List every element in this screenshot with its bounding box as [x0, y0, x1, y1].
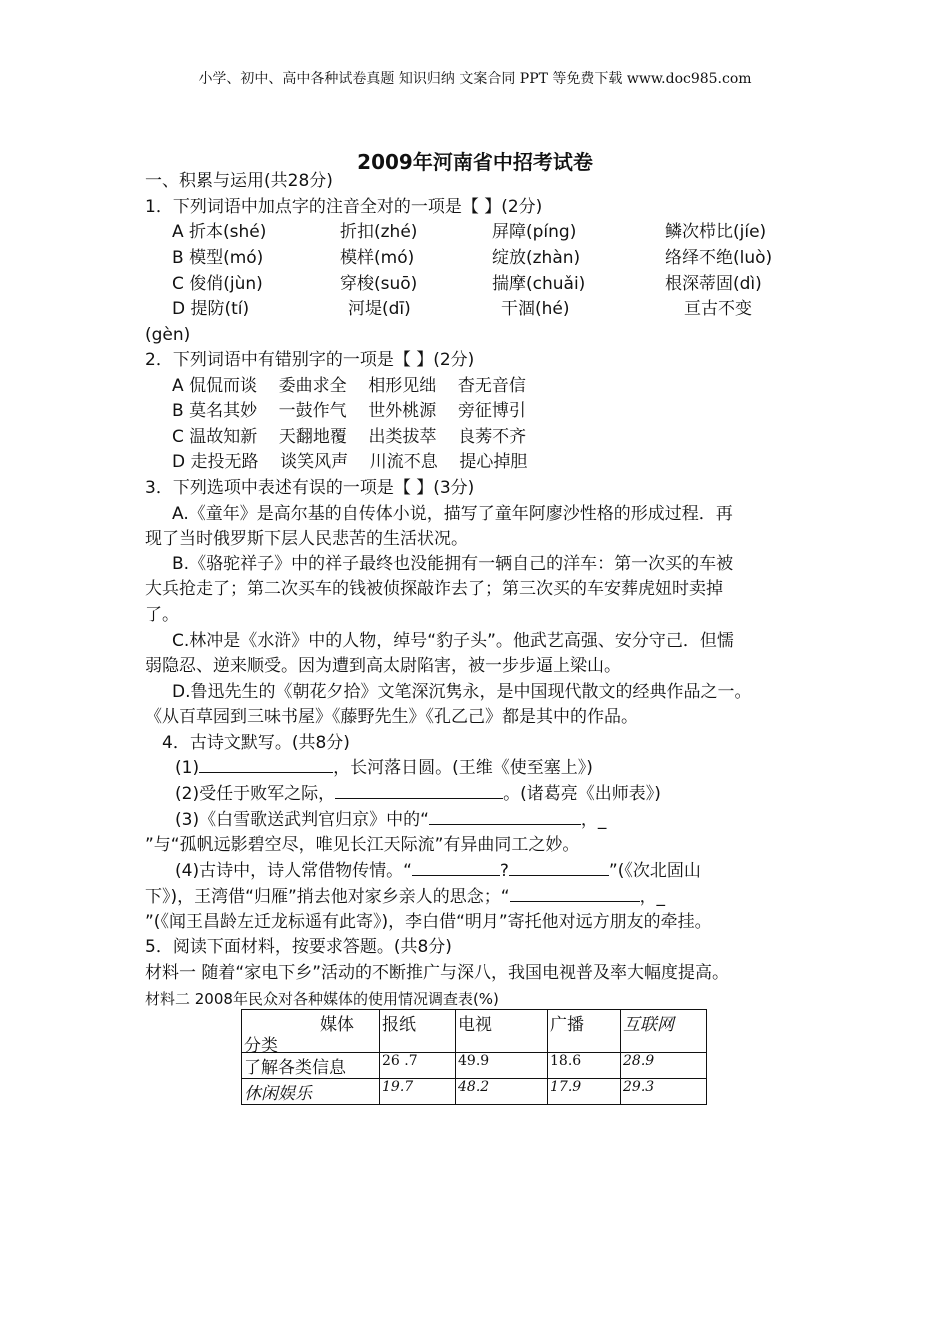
q3-line: C.林冲是《水浒》中的人物，绰号“豹子头”。他武艺高强、安分守己．但懦	[172, 631, 734, 651]
q4-text: ”与“孤帆远影碧空尽，唯见长江天际流”有异曲同工之妙。	[145, 835, 580, 855]
q4-text: ”(《闻王昌龄左迁龙标遥有此寄》)，李白借“明月”寄托他对远方朋友的牵挂。	[145, 912, 712, 932]
answer-blank[interactable]	[335, 783, 503, 799]
q4-text: ?	[499, 861, 509, 881]
q4-text: ，长河落日圆。(王维《使至塞上》)	[333, 758, 593, 778]
q2-option: C 温故知新 天翻地覆 出类拔萃 良莠不齐	[172, 427, 527, 447]
table-row	[242, 1053, 707, 1079]
table-cell: 28.9	[621, 1053, 707, 1079]
column-header: 报纸	[380, 1010, 456, 1053]
q1-option: 模样(mó)	[340, 248, 415, 268]
q4-text: 下》)，王湾借“归雁”捎去他对家乡亲人的思念；“	[145, 887, 510, 907]
q1-option: 屏障(píng)	[492, 222, 577, 242]
q1-option: 络绎不绝(luò)	[665, 248, 773, 268]
table-corner-cell	[242, 1010, 380, 1056]
q4-stem: 4．古诗文默写。(共8分)	[162, 733, 350, 753]
q1-option: D 提防(tí)	[172, 299, 250, 319]
column-header: 互联网	[621, 1010, 707, 1053]
q1-wrap: (gèn)	[145, 325, 191, 345]
q4-text: (2)受任于败军之际，	[175, 784, 336, 804]
table-cell: 26 .7	[380, 1053, 456, 1079]
answer-blank[interactable]	[412, 860, 500, 876]
q4-line-3	[175, 809, 606, 831]
q1-option: 干涸(hé)	[501, 299, 570, 319]
table-header-row	[242, 1010, 707, 1053]
table-cell: 18.6	[548, 1053, 621, 1079]
q4-text: (1)	[175, 758, 200, 778]
q1-option: 揣摩(chuǎi)	[492, 274, 586, 294]
q4-line-5	[175, 860, 701, 882]
q3-line: 现了当时俄罗斯下层人民悲苦的生活状况。	[145, 529, 468, 549]
q4-text: (4)古诗中，诗人常借物传情。“	[175, 861, 412, 881]
material-1: 材料一 随着“家电下乡”活动的不断推广与深八，我国电视普及率大幅度提高。	[145, 963, 730, 983]
q3-line: A.《童年》是高尔基的自传体小说，描写了童年阿廖沙性格的形成过程．再	[172, 504, 733, 524]
q5-stem: 5．阅读下面材料，按要求答题。(共8分)	[145, 937, 452, 957]
q1-option: C 俊俏(jùn)	[172, 274, 263, 294]
row-label: 休闲娱乐	[242, 1079, 380, 1105]
q3-line: 了。	[145, 605, 179, 625]
q1-option: 折扣(zhé)	[340, 222, 418, 242]
q1-option: B 模型(mó)	[172, 248, 264, 268]
q2-stem: 2．下列词语中有错别字的一项是【 】(2分)	[145, 350, 475, 370]
q1-stem: 1．下列词语中加点字的注音全对的一项是【 】(2分)	[145, 197, 543, 217]
table-cell: 19.7	[380, 1079, 456, 1105]
q4-text: ，_	[580, 810, 607, 830]
q3-line: D.鲁迅先生的《朝花夕拾》文笔深沉隽永，是中国现代散文的经典作品之一。	[172, 682, 752, 702]
q4-line-6	[145, 886, 665, 908]
page-header: 小学、初中、高中各种试卷真题 知识归纳 文案合同 PPT 等免费下载 www.doc985.com	[198, 71, 752, 87]
corner-top-label: 媒体	[320, 1015, 354, 1035]
q1-option: 河堤(dī)	[348, 299, 411, 319]
corner-bottom-label: 分类	[244, 1036, 278, 1056]
q4-text: (3)《白雪歌送武判官归京》中的“	[175, 810, 429, 830]
table-cell: 17.9	[548, 1079, 621, 1105]
q4-line-1	[175, 757, 593, 779]
section-heading: 一、积累与运用(共28分)	[145, 171, 333, 191]
q4-text: ”(《次北固山	[608, 861, 701, 881]
q3-line: 《从百草园到三味书屋》《藤野先生》《孔乙己》都是其中的作品。	[145, 707, 638, 727]
q1-option: 穿梭(suō)	[340, 274, 418, 294]
q2-option: B 莫名其妙 一鼓作气 世外桃源 旁征博引	[172, 401, 526, 421]
media-usage-table	[241, 1009, 707, 1105]
q4-text: ，_	[639, 887, 666, 907]
table-cell: 29.3	[621, 1079, 707, 1105]
q2-option: A 侃侃而谈 委曲求全 相形见绌 杳无音信	[172, 376, 526, 396]
q2-option: D 走投无路 谈笑风声 川流不息 提心掉胆	[172, 452, 528, 472]
q1-option: 鳞次栉比(jíe)	[665, 222, 767, 242]
q4-line-2	[175, 783, 661, 805]
table-cell: 48.2	[456, 1079, 548, 1105]
column-header: 电视	[456, 1010, 548, 1053]
q3-line: 大兵抢走了；第二次买车的钱被侦探敲诈去了；第三次买的车安葬虎妞时卖掉	[145, 579, 723, 599]
row-label: 了解各类信息	[242, 1053, 380, 1079]
answer-blank[interactable]	[509, 860, 609, 876]
material-2-caption: 材料二 2008年民众对各种媒体的使用情况调查表(%)	[145, 990, 499, 1008]
q1-option: 亘古不变	[684, 299, 752, 319]
q1-option: A 折本(shé)	[172, 222, 267, 242]
page-title: 2009年河南省中招考试卷	[357, 150, 593, 174]
answer-blank[interactable]	[429, 809, 581, 825]
table-row	[242, 1079, 707, 1105]
q1-option: 根深蒂固(dì)	[665, 274, 762, 294]
answer-blank[interactable]	[199, 757, 333, 773]
answer-blank[interactable]	[510, 886, 640, 902]
q3-line: 弱隐忍、逆来顺受。因为遭到高太尉陷害，被一步步逼上梁山。	[145, 656, 621, 676]
column-header: 广播	[548, 1010, 621, 1053]
q3-line: B.《骆驼祥子》中的祥子最终也没能拥有一辆自己的洋车：第一次买的车被	[172, 554, 734, 574]
q1-option: 绽放(zhàn)	[492, 248, 581, 268]
q4-text: 。(诸葛亮《出师表》)	[503, 784, 661, 804]
q3-stem: 3．下列选项中表述有误的一项是【 】(3分)	[145, 478, 475, 498]
table-cell: 49.9	[456, 1053, 548, 1079]
